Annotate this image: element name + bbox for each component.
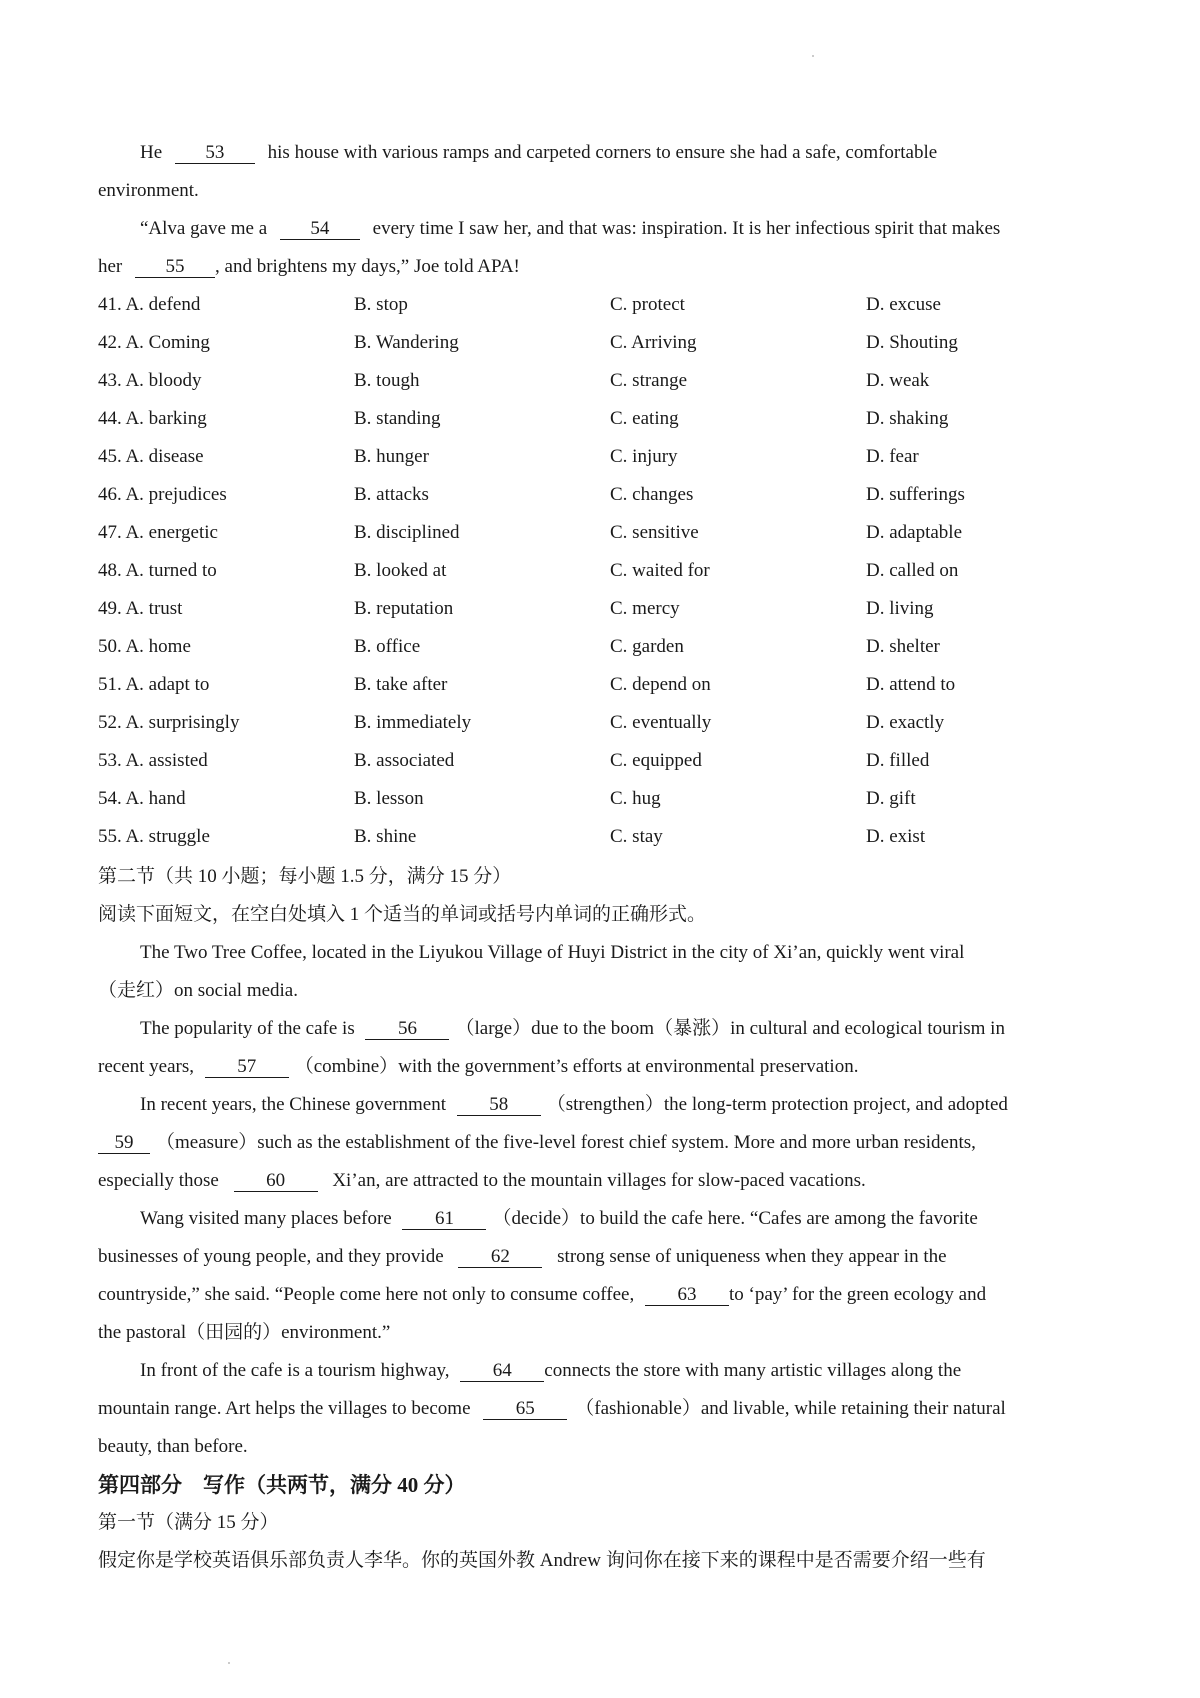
text: （decide）to build the cafe here. “Cafes are among the favorite: [492, 1208, 978, 1229]
option-a[interactable]: 45. A. disease: [98, 446, 204, 467]
option-row: [98, 748, 1108, 774]
scan-speck: [812, 55, 814, 57]
option-c[interactable]: C. depend on: [610, 674, 711, 695]
option-b[interactable]: B. office: [354, 636, 421, 657]
passage2-line7: [98, 1168, 1108, 1194]
option-c[interactable]: C. eating: [610, 408, 679, 429]
passage2-line5: [140, 1092, 1108, 1118]
option-b[interactable]: B. Wandering: [354, 332, 459, 353]
option-b[interactable]: B. immediately: [354, 712, 472, 733]
passage1-line1: [140, 140, 1108, 166]
option-row: [98, 406, 1108, 432]
option-d[interactable]: D. exactly: [866, 712, 945, 733]
blank-65[interactable]: 65: [483, 1399, 567, 1420]
option-d[interactable]: D. shaking: [866, 408, 949, 429]
option-b[interactable]: B. looked at: [354, 560, 447, 581]
text: In front of the cafe is a tourism highway,: [140, 1360, 450, 1381]
option-b[interactable]: B. associated: [354, 750, 455, 771]
option-a[interactable]: 49. A. trust: [98, 598, 183, 619]
text: Wang visited many places before: [140, 1208, 392, 1229]
text: （measure）such as the establishment of the five-level forest chief system. More and more urban residents,: [156, 1132, 976, 1153]
text: to ‘pay’ for the green ecology and: [728, 1284, 987, 1305]
option-row: [98, 482, 1108, 508]
text: Xi’an, are attracted to the mountain villages for slow-paced vacations.: [332, 1170, 866, 1191]
blank-59[interactable]: 59: [98, 1133, 150, 1154]
option-c[interactable]: C. hug: [610, 788, 661, 809]
option-row: [98, 710, 1108, 736]
text: strong sense of uniqueness when they appear in the: [557, 1246, 947, 1267]
option-b[interactable]: B. shine: [354, 826, 417, 847]
option-row: [98, 292, 1108, 318]
text: recent years,: [98, 1056, 194, 1077]
text: businesses of young people, and they provide: [98, 1246, 444, 1267]
option-a[interactable]: 53. A. assisted: [98, 750, 208, 771]
option-c[interactable]: C. mercy: [610, 598, 680, 619]
passage2-line1: The Two Tree Coffee, located in the Liyukou Village of Huyi District in the city of Xi’an, quickly went viral: [140, 942, 965, 963]
passage2-line4: [98, 1054, 1108, 1080]
option-b[interactable]: B. hunger: [354, 446, 429, 467]
option-a[interactable]: 51. A. adapt to: [98, 674, 210, 695]
option-d[interactable]: D. called on: [866, 560, 959, 581]
text: The popularity of the cafe is: [140, 1018, 355, 1039]
text: （strengthen）the long-term protection project, and adopted: [546, 1094, 1008, 1115]
blank-53[interactable]: 53: [175, 143, 255, 164]
blank-62[interactable]: 62: [458, 1247, 542, 1268]
option-row: [98, 672, 1108, 698]
part4-prompt: 假定你是学校英语俱乐部负责人李华。你的英国外教 Andrew 询问你在接下来的课程中是否需要介绍一些有: [98, 1550, 986, 1571]
text: countryside,” she said. “People come here not only to consume coffee,: [98, 1284, 635, 1305]
passage2-line2: （走红）on social media.: [98, 980, 298, 1001]
passage2-line10: [98, 1282, 1108, 1308]
option-row: [98, 634, 1108, 660]
option-row: [98, 444, 1108, 470]
option-b[interactable]: B. take after: [354, 674, 448, 695]
option-a[interactable]: 43. A. bloody: [98, 370, 202, 391]
text: his house with various ramps and carpeted corners to ensure she had a safe, comfortable: [267, 142, 938, 163]
option-c[interactable]: C. sensitive: [610, 522, 699, 543]
option-d[interactable]: D. excuse: [866, 294, 941, 315]
option-b[interactable]: B. disciplined: [354, 522, 460, 543]
section2-instruction: 阅读下面短文，在空白处填入 1 个适当的单词或括号内单词的正确形式。: [98, 904, 707, 925]
option-d[interactable]: D. adaptable: [866, 522, 963, 543]
option-b[interactable]: B. tough: [354, 370, 420, 391]
option-d[interactable]: D. filled: [866, 750, 930, 771]
text: He: [140, 142, 163, 163]
option-d[interactable]: D. shelter: [866, 636, 940, 657]
option-a[interactable]: 41. A. defend: [98, 294, 201, 315]
part4-title: 第四部分 写作（共两节，满分 40 分）: [98, 1473, 466, 1497]
option-c[interactable]: C. equipped: [610, 750, 702, 771]
section2-title: 第二节（共 10 小题；每小题 1.5 分，满分 15 分）: [98, 866, 512, 887]
option-a[interactable]: 47. A. energetic: [98, 522, 218, 543]
passage2-line12: [140, 1358, 1108, 1384]
option-b[interactable]: B. standing: [354, 408, 441, 429]
option-row: [98, 824, 1108, 850]
option-c[interactable]: C. protect: [610, 294, 685, 315]
option-d[interactable]: D. living: [866, 598, 934, 619]
option-a[interactable]: 42. A. Coming: [98, 332, 210, 353]
passage2-line3: [140, 1016, 1108, 1042]
option-c[interactable]: C. stay: [610, 826, 663, 847]
option-c[interactable]: C. Arriving: [610, 332, 697, 353]
option-row: [98, 558, 1108, 584]
passage2-line8: [140, 1206, 1108, 1232]
text: （fashionable）and livable, while retaining their natural: [575, 1398, 1006, 1419]
text: mountain range. Art helps the villages to become: [98, 1398, 471, 1419]
passage1-line4: [98, 254, 1108, 280]
option-a[interactable]: 52. A. surprisingly: [98, 712, 240, 733]
option-d[interactable]: D. sufferings: [866, 484, 965, 505]
blank-60[interactable]: 60: [234, 1171, 318, 1192]
option-a[interactable]: 54. A. hand: [98, 788, 186, 809]
blank-64[interactable]: 64: [460, 1361, 544, 1382]
option-b[interactable]: B. attacks: [354, 484, 429, 505]
blank-57[interactable]: 57: [205, 1057, 289, 1078]
option-d[interactable]: D. fear: [866, 446, 919, 467]
option-a[interactable]: 44. A. barking: [98, 408, 207, 429]
option-row: [98, 520, 1108, 546]
option-b[interactable]: B. reputation: [354, 598, 454, 619]
blank-55[interactable]: 55: [135, 257, 215, 278]
text: her: [98, 256, 123, 277]
passage1-line3: [140, 216, 1108, 242]
option-b[interactable]: B. lesson: [354, 788, 424, 809]
option-row: [98, 786, 1108, 812]
blank-54[interactable]: 54: [280, 219, 360, 240]
passage2-line11: the pastoral（田园的）environment.”: [98, 1322, 391, 1343]
passage1-line2: environment.: [98, 180, 199, 201]
text: connects the store with many artistic villages along the: [544, 1360, 962, 1381]
passage2-line9: [98, 1244, 1108, 1270]
option-a[interactable]: 46. A. prejudices: [98, 484, 227, 505]
option-a[interactable]: 55. A. struggle: [98, 826, 210, 847]
option-d[interactable]: D. exist: [866, 826, 926, 847]
option-c[interactable]: C. garden: [610, 636, 684, 657]
text: （combine）with the government’s efforts at environmental preservation.: [294, 1056, 859, 1077]
text: （large）due to the boom（暴涨）in cultural and ecological tourism in: [455, 1018, 1005, 1039]
blank-61[interactable]: 61: [402, 1209, 486, 1230]
text: In recent years, the Chinese government: [140, 1094, 446, 1115]
option-row: [98, 596, 1108, 622]
option-c[interactable]: C. changes: [610, 484, 694, 505]
blank-56[interactable]: 56: [365, 1019, 449, 1040]
option-d[interactable]: D. gift: [866, 788, 916, 809]
option-row: [98, 330, 1108, 356]
option-c[interactable]: C. waited for: [610, 560, 710, 581]
option-d[interactable]: D. weak: [866, 370, 930, 391]
text: “Alva gave me a: [140, 218, 268, 239]
text: every time I saw her, and that was: inspiration. It is her infectious spirit that makes: [372, 218, 1001, 239]
option-c[interactable]: C. strange: [610, 370, 688, 391]
option-b[interactable]: B. stop: [354, 294, 408, 315]
text: , and brightens my days,” Joe told APA!: [215, 256, 520, 277]
passage2-line13: [98, 1396, 1108, 1422]
option-a[interactable]: 48. A. turned to: [98, 560, 217, 581]
option-a[interactable]: 50. A. home: [98, 636, 191, 657]
option-d[interactable]: D. attend to: [866, 674, 956, 695]
option-c[interactable]: C. injury: [610, 446, 678, 467]
option-c[interactable]: C. eventually: [610, 712, 712, 733]
passage2-line6: [98, 1130, 1108, 1156]
passage2-line14: beauty, than before.: [98, 1436, 248, 1457]
part4-section1: 第一节（满分 15 分）: [98, 1512, 279, 1533]
scan-speck: [228, 1662, 230, 1664]
text: especially those: [98, 1170, 219, 1191]
option-d[interactable]: D. Shouting: [866, 332, 958, 353]
option-row: [98, 368, 1108, 394]
blank-58[interactable]: 58: [457, 1095, 541, 1116]
blank-63[interactable]: 63: [645, 1285, 729, 1306]
